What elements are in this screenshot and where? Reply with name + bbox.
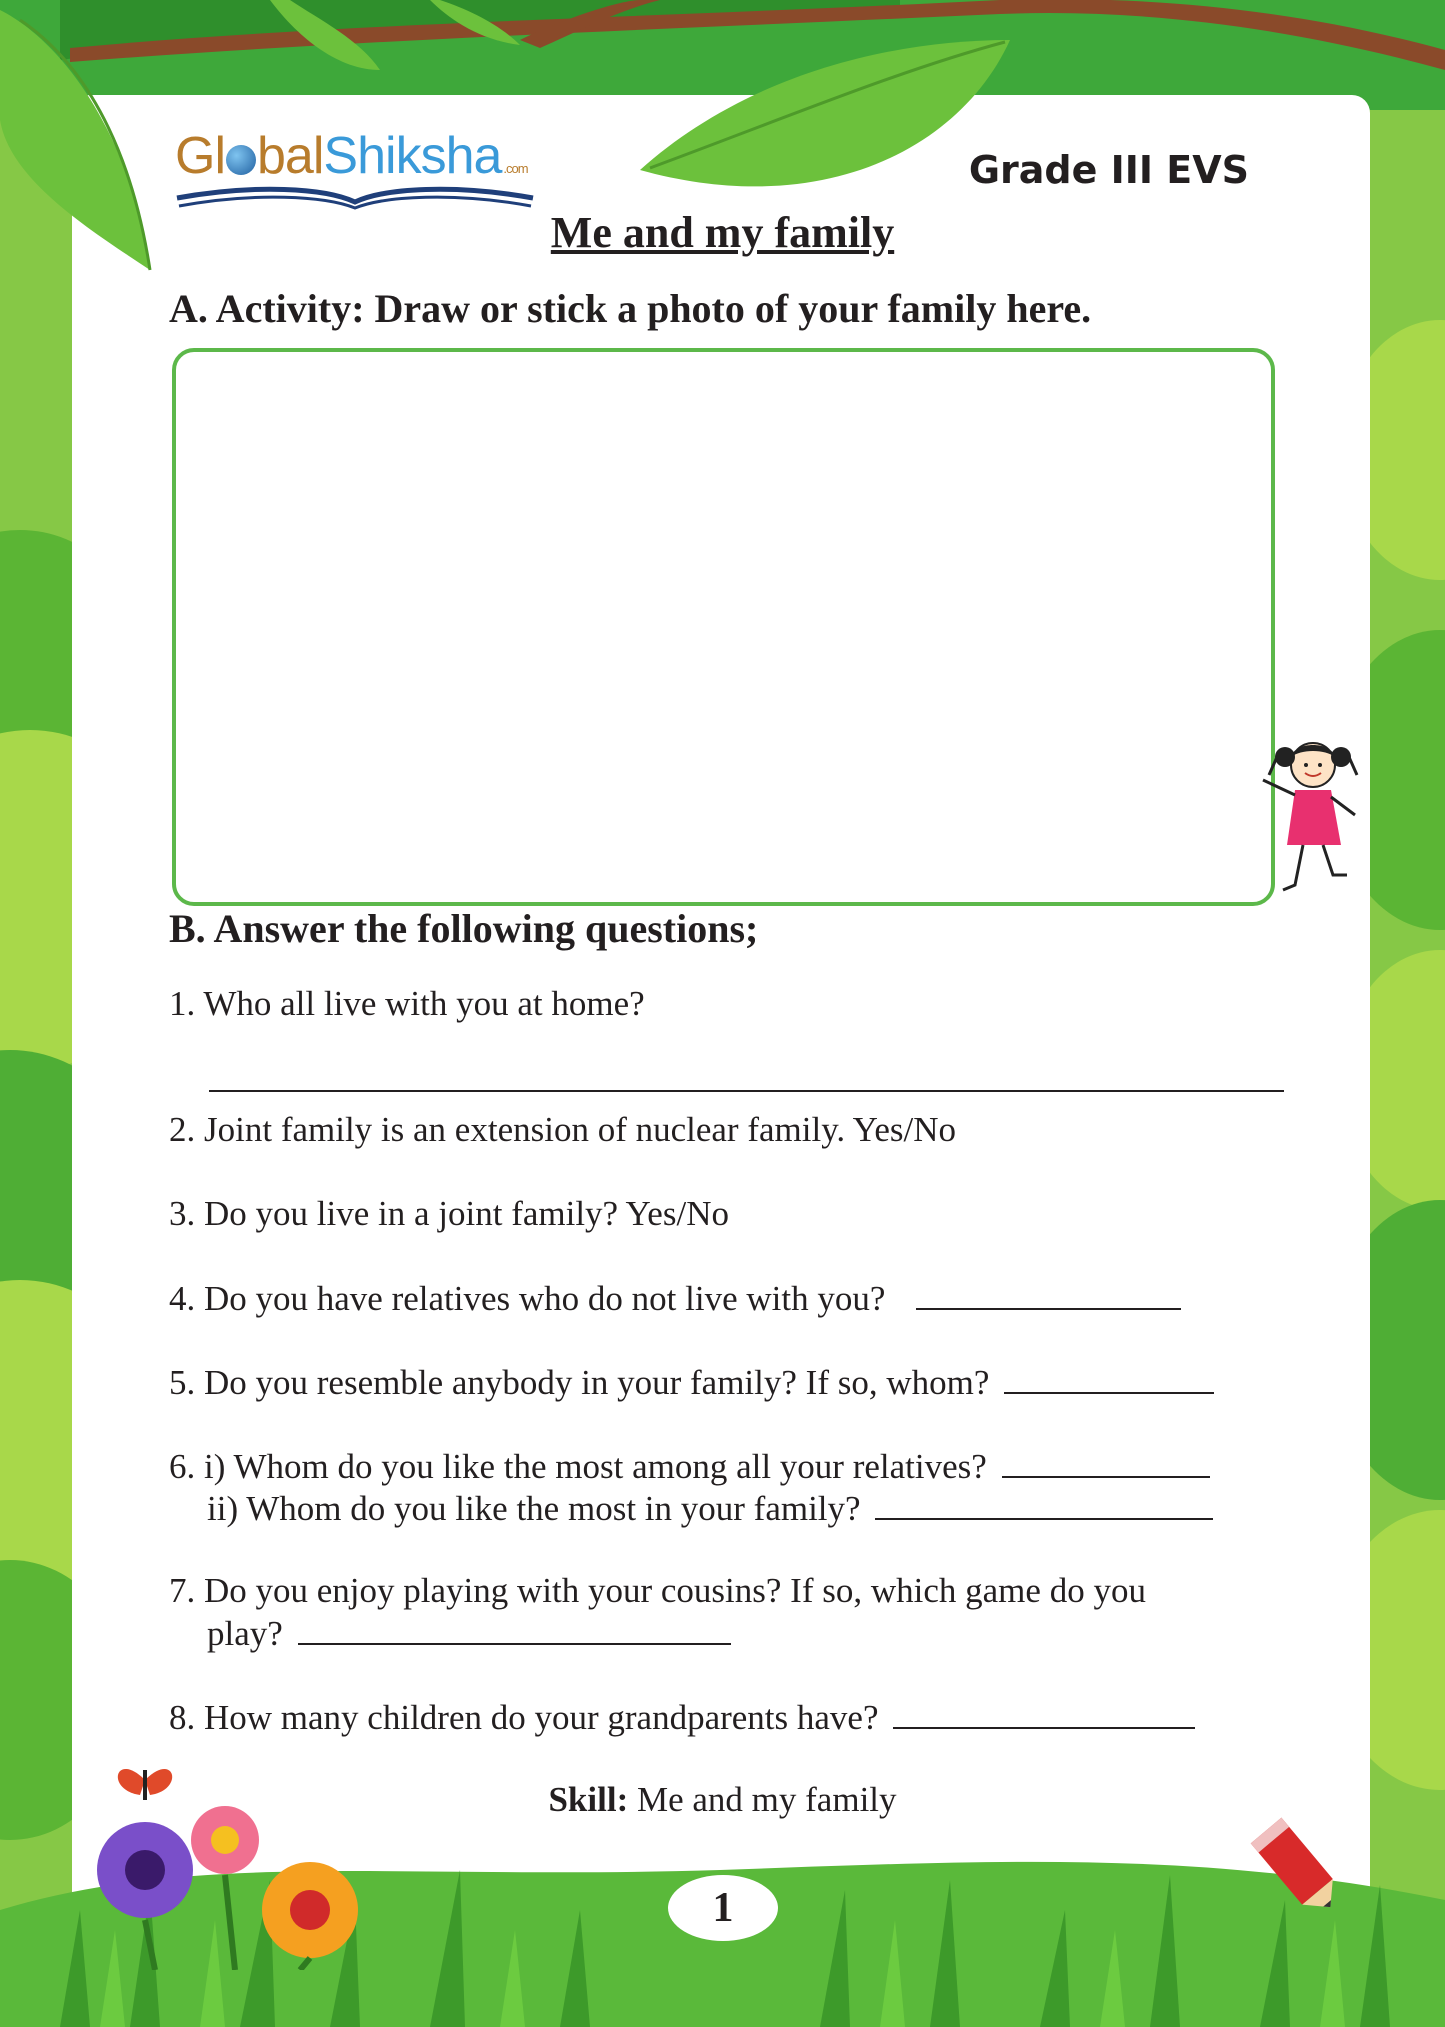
answer-blank-6ii[interactable] xyxy=(875,1488,1213,1520)
section-a-heading: A. Activity: Draw or stick a photo of your family here. xyxy=(169,286,1092,331)
page-number: 1 xyxy=(712,1885,734,1931)
answer-blank-7[interactable] xyxy=(298,1613,731,1645)
question-8 xyxy=(169,1697,1195,1738)
question-6ii-text: ii) Whom do you like the most in your family? xyxy=(207,1489,861,1528)
question-7-cont xyxy=(207,1613,731,1654)
logo-text-bal: bal xyxy=(257,127,324,185)
answer-blank-5[interactable] xyxy=(1004,1362,1214,1394)
globe-icon xyxy=(226,145,256,175)
answer-line-1[interactable] xyxy=(209,1090,1284,1092)
pencil-icon xyxy=(1245,1810,1345,1920)
section-b-heading: B. Answer the following questions; xyxy=(169,906,759,951)
family-photo-drawing-area[interactable] xyxy=(172,348,1275,906)
answer-blank-4[interactable] xyxy=(916,1278,1181,1310)
question-8-text: 8. How many children do your grandparents have? xyxy=(169,1698,879,1737)
answer-blank-8[interactable] xyxy=(893,1697,1195,1729)
question-6i xyxy=(169,1446,1210,1487)
flowers-icon xyxy=(85,1760,365,1970)
grade-label: Grade III EVS xyxy=(968,148,1249,192)
skill-label: Skill: xyxy=(548,1780,629,1819)
question-6ii xyxy=(207,1488,1213,1529)
logo-text-gl: Gl xyxy=(175,127,225,185)
question-1: 1. Who all live with you at home? xyxy=(169,984,645,1023)
question-7: 7. Do you enjoy playing with your cousins? If so, which game do you xyxy=(169,1571,1146,1610)
butterfly-icon xyxy=(118,1769,172,1800)
question-7-cont-text: play? xyxy=(207,1614,283,1653)
girl-character-icon xyxy=(1255,735,1365,900)
book-icon xyxy=(175,180,535,210)
skill-value: Me and my family xyxy=(636,1780,897,1819)
question-5-text: 5. Do you resemble anybody in your family? If so, whom? xyxy=(169,1363,990,1402)
page-title: Me and my family xyxy=(550,208,895,257)
question-4 xyxy=(169,1278,1181,1319)
question-6i-text: 6. i) Whom do you like the most among all your relatives? xyxy=(169,1447,987,1486)
question-2: 2. Joint family is an extension of nuclear family. Yes/No xyxy=(169,1110,957,1149)
question-5 xyxy=(169,1362,1214,1403)
question-3: 3. Do you live in a joint family? Yes/No xyxy=(169,1194,729,1233)
page-number-badge xyxy=(668,1875,778,1941)
logo-text-com: .com xyxy=(503,161,528,176)
question-4-text: 4. Do you have relatives who do not live with you? xyxy=(169,1279,886,1318)
logo-text-shiksha: Shiksha xyxy=(323,127,502,185)
answer-blank-6i[interactable] xyxy=(1002,1446,1210,1478)
globalshiksha-logo xyxy=(175,127,555,210)
